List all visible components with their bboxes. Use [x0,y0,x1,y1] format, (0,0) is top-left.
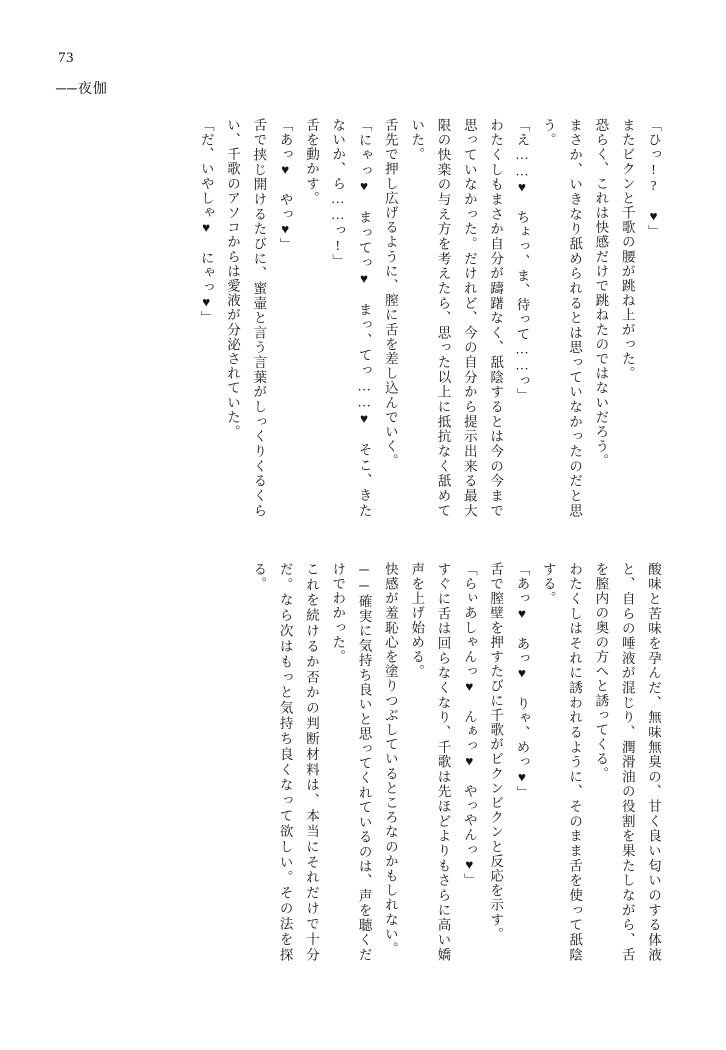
paragraph: 舌を動かす。 [303,118,319,206]
paragraph: 「あっ♥ やっ♥」 [277,118,293,253]
page-number: 73 [58,50,74,66]
paragraph: すぐに舌は回らなくなり、千歌は先ほどよりもさらに高い嬌声を上げ始める。 [409,562,451,962]
paragraph: 「ひっ!? ♥」 [646,118,661,240]
paragraph: 「にゃっ♥ まってっ♥ まっ、てっ……♥ そこ、きたないか、ら……っ!」 [330,118,372,518]
paragraph: またビクンと千歌の腰が跳ね上がった。 [619,118,635,381]
paragraph: わたくしはそれに誘われるように、そのまま舌を使って舐陰する。 [540,562,583,962]
body-text-block-bottom [126,562,666,962]
paragraph: 舌先で押し広げるように、膣に舌を差し込んでいく。 [382,118,398,469]
paragraph: 舌で膣壁を押すたびに千歌がビクンビクンと反応を示す。 [488,562,504,942]
paragraph: これを続けるか否かの判断材料は、本当にそれだけで十分だ。なら次はもっと気持ち良くなって欲しい。その法を探る。 [251,562,319,962]
paragraph: 「らぃあしゃんっ♥ んぁっ♥ やっやんっ♥」 [461,562,477,888]
paragraph: 「え……♥ ちょっ、ま、待って……っ」 [514,118,530,403]
paragraph: 恐らく、これは快感だけで跳ねたのではないだろう。 [593,118,609,469]
paragraph: わたくしもまさか自分が躊躇なく、舐陰するとは今の今まで思っていなかった。だけれど、今の自分から提示出来る最大限の快楽の与え方を考えたら、思った以上に抵抗なく舐めていた。 [409,118,504,518]
running-head: ──夜伽 [56,82,108,97]
paragraph: 酸味と苦味を孕んだ、無味無臭の、甘く良い匂いのする体液と、自らの唾液が混じり、潤滑油の役割を果たしながら、舌を膣内の奥の方へと誘ってくる。 [593,562,661,962]
paragraph: まさか、いきなり舐められるとは思っていなかったのだと思う。 [540,118,583,518]
paragraph: ──確実に気持ち良いと思ってくれているのは、声を聴くだけでわかった。 [330,562,372,962]
body-text-block-top [126,118,666,518]
paragraph: 「だ、いやしゃ♥ にゃっ♥」 [198,118,214,326]
paragraph: 舌で挟じ開けるたびに、蜜壷と言う言葉がしっくりくるくらい、千歌のアソコからは愛液が分泌されていた。 [225,118,267,518]
paragraph: 快感が羞恥心を塗りつぶしているところなのかもしれない。 [382,562,398,957]
paragraph: 「あっ♥ あっ♥ りゃ、めっ♥」 [514,562,530,801]
